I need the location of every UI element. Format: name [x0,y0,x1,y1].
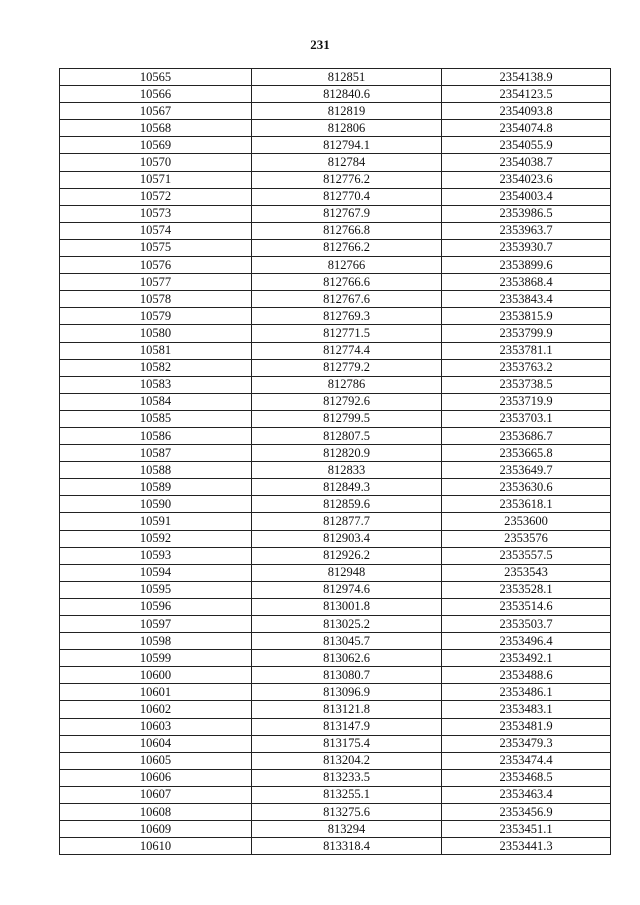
point-number-cell: 10585 [60,410,252,427]
table-row [60,616,611,633]
y-coordinate-cell: 2353483.1 [442,701,611,718]
x-coordinate-cell: 812820.9 [252,445,442,462]
point-number-cell: 10570 [60,154,252,171]
point-number-cell: 10591 [60,513,252,530]
point-number-cell: 10571 [60,171,252,188]
y-coordinate-cell: 2353618.1 [442,496,611,513]
y-coordinate-cell: 2353600 [442,513,611,530]
point-number-cell: 10590 [60,496,252,513]
x-coordinate-cell: 812840.6 [252,86,442,103]
point-number-cell: 10610 [60,838,252,855]
table-row [60,427,611,444]
table-row [60,701,611,718]
table-row [60,530,611,547]
x-coordinate-cell: 812786 [252,376,442,393]
table-row [60,103,611,120]
y-coordinate-cell: 2353868.4 [442,274,611,291]
x-coordinate-cell: 812807.5 [252,427,442,444]
point-number-cell: 10592 [60,530,252,547]
point-number-cell: 10583 [60,376,252,393]
y-coordinate-cell: 2354023.6 [442,171,611,188]
table-row [60,120,611,137]
point-number-cell: 10584 [60,393,252,410]
x-coordinate-cell: 812769.3 [252,308,442,325]
y-coordinate-cell: 2353738.5 [442,376,611,393]
table-row [60,69,611,86]
x-coordinate-cell: 813294 [252,821,442,838]
y-coordinate-cell: 2353456.9 [442,804,611,821]
y-coordinate-cell: 2353703.1 [442,410,611,427]
table-row [60,564,611,581]
y-coordinate-cell: 2353930.7 [442,239,611,256]
x-coordinate-cell: 812806 [252,120,442,137]
table-row [60,650,611,667]
point-number-cell: 10566 [60,86,252,103]
table-row [60,188,611,205]
point-number-cell: 10587 [60,445,252,462]
point-number-cell: 10595 [60,581,252,598]
point-number-cell: 10593 [60,547,252,564]
point-number-cell: 10608 [60,804,252,821]
x-coordinate-cell: 813255.1 [252,786,442,803]
x-coordinate-cell: 812903.4 [252,530,442,547]
x-coordinate-cell: 812776.2 [252,171,442,188]
x-coordinate-cell: 812767.9 [252,205,442,222]
x-coordinate-cell: 812779.2 [252,359,442,376]
x-coordinate-cell: 813062.6 [252,650,442,667]
x-coordinate-cell: 812948 [252,564,442,581]
x-coordinate-cell: 813080.7 [252,667,442,684]
point-number-cell: 10577 [60,274,252,291]
x-coordinate-cell: 812766.2 [252,239,442,256]
x-coordinate-cell: 813147.9 [252,718,442,735]
table-row [60,513,611,530]
y-coordinate-cell: 2353463.4 [442,786,611,803]
table-row [60,462,611,479]
point-number-cell: 10588 [60,462,252,479]
y-coordinate-cell: 2354003.4 [442,188,611,205]
table-row [60,222,611,239]
table-row [60,239,611,256]
x-coordinate-cell: 812926.2 [252,547,442,564]
table-row [60,769,611,786]
x-coordinate-cell: 812774.4 [252,342,442,359]
y-coordinate-cell: 2354074.8 [442,120,611,137]
y-coordinate-cell: 2353557.5 [442,547,611,564]
point-number-cell: 10596 [60,598,252,615]
table-row [60,325,611,342]
point-number-cell: 10601 [60,684,252,701]
y-coordinate-cell: 2354055.9 [442,137,611,154]
point-number-cell: 10572 [60,188,252,205]
y-coordinate-cell: 2353899.6 [442,257,611,274]
table-row [60,137,611,154]
table-row [60,257,611,274]
point-number-cell: 10605 [60,752,252,769]
y-coordinate-cell: 2353492.1 [442,650,611,667]
page-number: 231 [310,37,330,52]
x-coordinate-cell: 812766.6 [252,274,442,291]
y-coordinate-cell: 2353986.5 [442,205,611,222]
x-coordinate-cell: 812799.5 [252,410,442,427]
x-coordinate-cell: 813001.8 [252,598,442,615]
x-coordinate-cell: 813204.2 [252,752,442,769]
y-coordinate-cell: 2353963.7 [442,222,611,239]
table-row [60,376,611,393]
x-coordinate-cell: 812974.6 [252,581,442,598]
y-coordinate-cell: 2354123.5 [442,86,611,103]
x-coordinate-cell: 812770.4 [252,188,442,205]
point-number-cell: 10598 [60,633,252,650]
y-coordinate-cell: 2353719.9 [442,393,611,410]
table-row [60,838,611,855]
table-row [60,786,611,803]
point-number-cell: 10581 [60,342,252,359]
y-coordinate-cell: 2353503.7 [442,616,611,633]
point-number-cell: 10582 [60,359,252,376]
point-number-cell: 10579 [60,308,252,325]
point-number-cell: 10567 [60,103,252,120]
y-coordinate-cell: 2354093.8 [442,103,611,120]
y-coordinate-cell: 2353479.3 [442,735,611,752]
y-coordinate-cell: 2353451.1 [442,821,611,838]
x-coordinate-cell: 812859.6 [252,496,442,513]
table-row [60,598,611,615]
point-number-cell: 10574 [60,222,252,239]
table-row [60,752,611,769]
point-number-cell: 10600 [60,667,252,684]
table-row [60,205,611,222]
table-row [60,718,611,735]
point-number-cell: 10565 [60,69,252,86]
point-number-cell: 10609 [60,821,252,838]
x-coordinate-cell: 813175.4 [252,735,442,752]
table-row [60,410,611,427]
table-row [60,496,611,513]
y-coordinate-cell: 2353441.3 [442,838,611,855]
y-coordinate-cell: 2353781.1 [442,342,611,359]
point-number-cell: 10599 [60,650,252,667]
y-coordinate-cell: 2353528.1 [442,581,611,598]
x-coordinate-cell: 813121.8 [252,701,442,718]
point-number-cell: 10606 [60,769,252,786]
y-coordinate-cell: 2353630.6 [442,479,611,496]
table-row [60,86,611,103]
table-row [60,735,611,752]
x-coordinate-cell: 812792.6 [252,393,442,410]
x-coordinate-cell: 812877.7 [252,513,442,530]
point-number-cell: 10573 [60,205,252,222]
point-number-cell: 10578 [60,291,252,308]
y-coordinate-cell: 2353474.4 [442,752,611,769]
table-row [60,684,611,701]
x-coordinate-cell: 812766 [252,257,442,274]
point-number-cell: 10589 [60,479,252,496]
point-number-cell: 10586 [60,427,252,444]
table-row [60,633,611,650]
y-coordinate-cell: 2353815.9 [442,308,611,325]
y-coordinate-cell: 2353468.5 [442,769,611,786]
point-number-cell: 10597 [60,616,252,633]
point-number-cell: 10603 [60,718,252,735]
x-coordinate-cell: 813275.6 [252,804,442,821]
table-row [60,359,611,376]
x-coordinate-cell: 813318.4 [252,838,442,855]
point-number-cell: 10575 [60,239,252,256]
x-coordinate-cell: 812771.5 [252,325,442,342]
y-coordinate-cell: 2353665.8 [442,445,611,462]
x-coordinate-cell: 812767.6 [252,291,442,308]
x-coordinate-cell: 813025.2 [252,616,442,633]
table-row [60,547,611,564]
x-coordinate-cell: 813096.9 [252,684,442,701]
point-number-cell: 10569 [60,137,252,154]
point-number-cell: 10568 [60,120,252,137]
table-row [60,154,611,171]
y-coordinate-cell: 2353763.2 [442,359,611,376]
y-coordinate-cell: 2353514.6 [442,598,611,615]
x-coordinate-cell: 812784 [252,154,442,171]
table-row [60,171,611,188]
y-coordinate-cell: 2353486.1 [442,684,611,701]
x-coordinate-cell: 812819 [252,103,442,120]
point-number-cell: 10580 [60,325,252,342]
table-row [60,445,611,462]
y-coordinate-cell: 2353481.9 [442,718,611,735]
x-coordinate-cell: 812851 [252,69,442,86]
point-number-cell: 10607 [60,786,252,803]
y-coordinate-cell: 2353799.9 [442,325,611,342]
y-coordinate-cell: 2354038.7 [442,154,611,171]
x-coordinate-cell: 812794.1 [252,137,442,154]
table-row [60,479,611,496]
point-number-cell: 10604 [60,735,252,752]
coordinates-table [59,68,611,855]
y-coordinate-cell: 2353576 [442,530,611,547]
table-row [60,393,611,410]
table-row [60,821,611,838]
point-number-cell: 10602 [60,701,252,718]
table-row [60,581,611,598]
x-coordinate-cell: 812849.3 [252,479,442,496]
x-coordinate-cell: 812833 [252,462,442,479]
y-coordinate-cell: 2353649.7 [442,462,611,479]
x-coordinate-cell: 813233.5 [252,769,442,786]
y-coordinate-cell: 2353686.7 [442,427,611,444]
x-coordinate-cell: 813045.7 [252,633,442,650]
table-row [60,667,611,684]
point-number-cell: 10576 [60,257,252,274]
y-coordinate-cell: 2353496.4 [442,633,611,650]
table-row [60,291,611,308]
table-row [60,308,611,325]
point-number-cell: 10594 [60,564,252,581]
coordinates-table-body [60,69,611,855]
y-coordinate-cell: 2353543 [442,564,611,581]
y-coordinate-cell: 2354138.9 [442,69,611,86]
y-coordinate-cell: 2353843.4 [442,291,611,308]
x-coordinate-cell: 812766.8 [252,222,442,239]
table-row [60,342,611,359]
y-coordinate-cell: 2353488.6 [442,667,611,684]
table-row [60,274,611,291]
table-row [60,804,611,821]
